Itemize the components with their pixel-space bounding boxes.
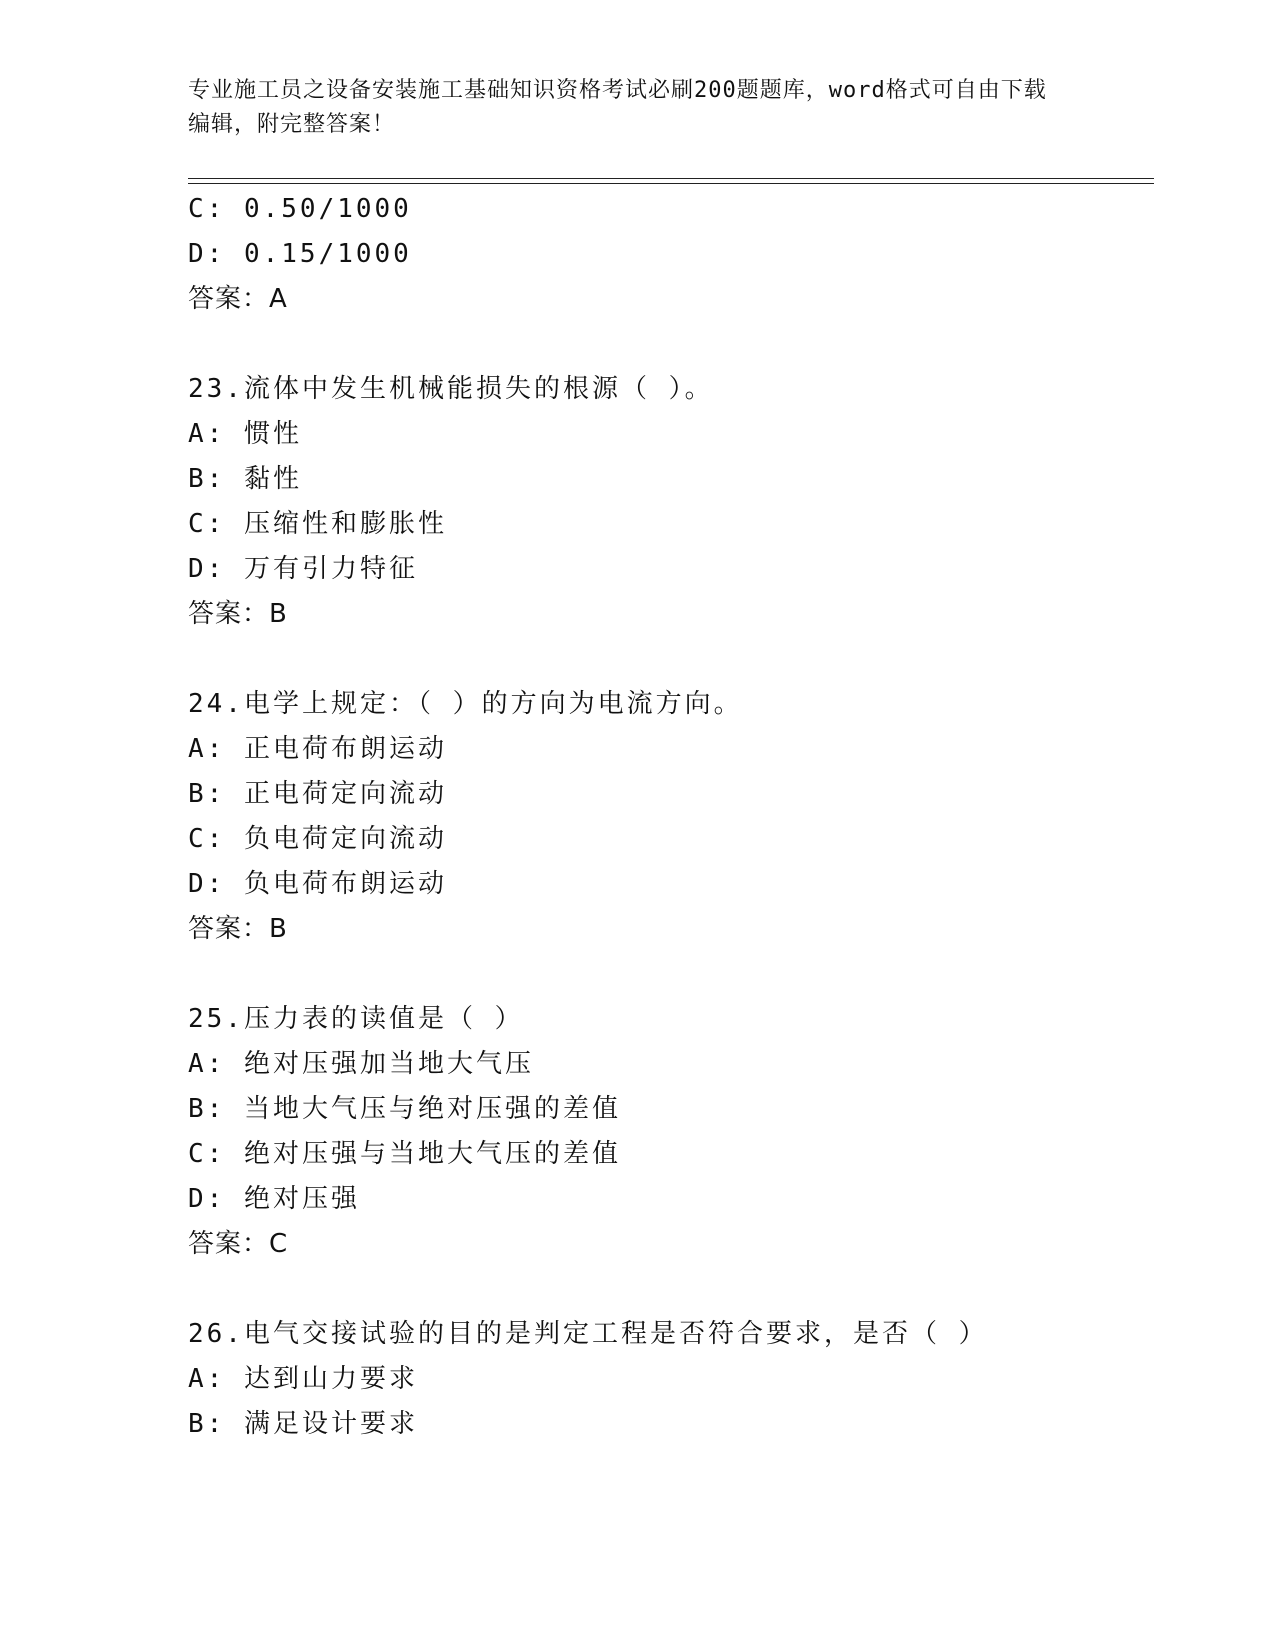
- q25-option-a: A: 绝对压强加当地大气压: [188, 1049, 534, 1079]
- q25-option-d: D: 绝对压强: [188, 1184, 360, 1214]
- q25-answer: 答案：C: [188, 1229, 289, 1259]
- q22-option-c: C: 0.50/1000: [188, 194, 412, 224]
- q24-answer: 答案：B: [188, 914, 288, 944]
- q26-option-b: B: 满足设计要求: [188, 1409, 418, 1439]
- q24-option-a: A: 正电荷布朗运动: [188, 734, 447, 764]
- q25-question: 25.压力表的读值是（ ）: [188, 1004, 524, 1034]
- q23-option-a: A: 惯性: [188, 419, 302, 449]
- q23-option-d: D: 万有引力特征: [188, 554, 418, 584]
- q26-option-a: A: 达到山力要求: [188, 1364, 418, 1394]
- q24-option-b: B: 正电荷定向流动: [188, 779, 447, 809]
- q24-option-d: D: 负电荷布朗运动: [188, 869, 447, 899]
- q26-question: 26.电气交接试验的目的是判定工程是否符合要求，是否（ ）: [188, 1319, 988, 1349]
- q24-question: 24.电学上规定：（ ）的方向为电流方向。: [188, 689, 743, 719]
- q24-option-c: C: 负电荷定向流动: [188, 824, 447, 854]
- q23-question: 23.流体中发生机械能损失的根源（ ）。: [188, 374, 714, 404]
- q23-option-c: C: 压缩性和膨胀性: [188, 509, 447, 539]
- header-divider-top: [188, 178, 1154, 179]
- q25-option-b: B: 当地大气压与绝对压强的差值: [188, 1094, 621, 1124]
- q23-answer: 答案：B: [188, 599, 288, 629]
- q22-answer: 答案：A: [188, 284, 288, 314]
- q22-option-d: D: 0.15/1000: [188, 239, 412, 269]
- q25-option-c: C: 绝对压强与当地大气压的差值: [188, 1139, 621, 1169]
- document-header: 专业施工员之设备安装施工基础知识资格考试必刷200题题库，word格式可自由下载编辑，附完整答案！: [188, 78, 1047, 137]
- q23-option-b: B: 黏性: [188, 464, 302, 494]
- header-divider-bottom: [188, 183, 1154, 184]
